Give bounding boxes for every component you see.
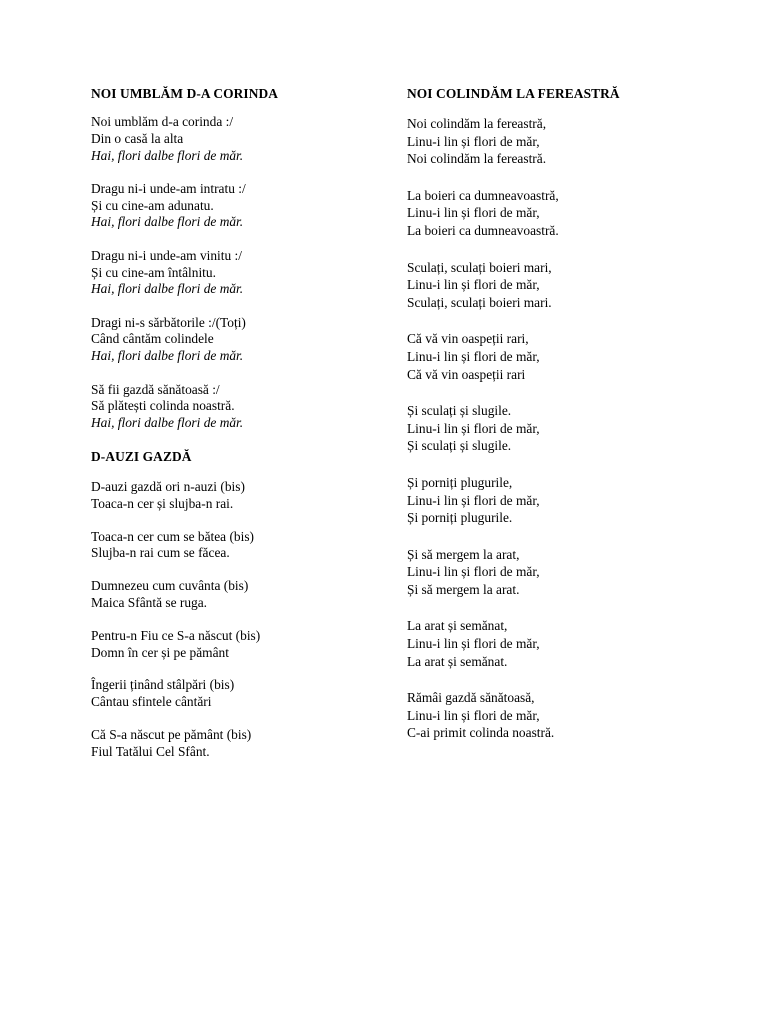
verse-line: Că S-a născut pe pământ (bis) xyxy=(91,726,252,742)
verse-line: Maica Sfântă se ruga. xyxy=(91,594,208,610)
verse-line: Și sculați și slugile. xyxy=(407,403,512,419)
refrain-line: Linu-i lin și flori de măr, xyxy=(407,564,540,580)
verse-line: Că vă vin oaspeții rari, xyxy=(407,331,529,347)
verse-line: Îngerii ținând stâlpări (bis) xyxy=(91,677,235,693)
verse-line: Noi umblăm d-a corinda :/ xyxy=(91,114,234,129)
stanza xyxy=(407,617,707,670)
stanza xyxy=(407,474,707,527)
stanza xyxy=(407,187,707,240)
right-column xyxy=(407,86,707,761)
stanza xyxy=(91,479,381,513)
verse-line: Dumnezeu cum cuvânta (bis) xyxy=(91,578,249,594)
refrain-line: Linu-i lin și flori de măr, xyxy=(407,636,540,652)
song-title: NOI UMBLĂM D-A CORINDA xyxy=(91,86,279,101)
verse-line: Dragu ni-i unde-am intratu :/ xyxy=(91,180,246,196)
refrain-line: Linu-i lin și flori de măr, xyxy=(407,277,540,293)
refrain-line: Linu-i lin și flori de măr, xyxy=(407,420,540,436)
refrain-line: Linu-i lin și flori de măr, xyxy=(407,133,540,149)
stanza xyxy=(91,578,381,612)
verse-line: Sculați, sculați boieri mari. xyxy=(407,294,552,310)
verse-line: Să plătești colinda noastră. xyxy=(91,398,235,414)
refrain-line: Hai, flori dalbe flori de măr. xyxy=(91,147,244,163)
verse-line: La arat și semănat. xyxy=(407,653,508,669)
refrain-line: Hai, flori dalbe flori de măr. xyxy=(91,415,244,431)
stanza xyxy=(91,248,381,298)
stanza xyxy=(407,259,707,312)
song-title: NOI COLINDĂM LA FEREASTRĂ xyxy=(407,86,620,101)
stanza xyxy=(91,677,381,711)
refrain-line: Hai, flori dalbe flori de măr. xyxy=(91,214,244,230)
stanza xyxy=(91,315,381,365)
stanza xyxy=(407,402,707,455)
stanza xyxy=(91,181,381,231)
verse-line: Și cu cine-am întâlnitu. xyxy=(91,264,216,280)
verse-line: Să fii gazdă sănătoasă :/ xyxy=(91,381,220,397)
stanza xyxy=(91,529,381,563)
refrain-line: Linu-i lin și flori de măr, xyxy=(407,707,540,723)
verse-line: Din o casă la alta xyxy=(91,130,184,146)
verse-line: Noi colindăm la fereastră. xyxy=(407,151,547,167)
refrain-line: Linu-i lin și flori de măr, xyxy=(407,492,540,508)
refrain-line: Linu-i lin și flori de măr, xyxy=(407,205,540,221)
verse-line: Și sculați și slugile. xyxy=(407,438,512,454)
verse-line: D-auzi gazdă ori n-auzi (bis) xyxy=(91,478,245,494)
verse-line: Dragi ni-s sărbătorile :/(Toți) xyxy=(91,314,246,330)
verse-line: Pentru-n Fiu ce S-a născut (bis) xyxy=(91,627,261,643)
song-noi-colindam xyxy=(407,86,707,742)
verse-line: Și porniți plugurile. xyxy=(407,510,513,526)
stanza xyxy=(91,382,381,432)
verse-line: Toaca-n cer și slujba-n rai. xyxy=(91,495,234,511)
verse-line: Când cântăm colindele xyxy=(91,331,214,347)
verse-line: La boieri ca dumneavoastră, xyxy=(407,187,559,203)
song-noi-umblam xyxy=(91,86,381,432)
verse-line: Fiul Tatălui Cel Sfânt. xyxy=(91,743,210,759)
stanza xyxy=(407,115,707,168)
stanza xyxy=(407,546,707,599)
stanza xyxy=(407,330,707,383)
verse-line: Domn în cer și pe pământ xyxy=(91,644,229,660)
verse-line: La boieri ca dumneavoastră. xyxy=(407,222,559,238)
refrain-line: Hai, flori dalbe flori de măr. xyxy=(91,281,244,297)
stanza xyxy=(407,689,707,742)
stanza xyxy=(91,727,381,761)
verse-line: La arat și semănat, xyxy=(407,618,508,634)
verse-line: Noi colindăm la fereastră, xyxy=(407,116,547,131)
verse-line: Și cu cine-am adunatu. xyxy=(91,197,214,213)
verse-line: Și să mergem la arat, xyxy=(407,546,520,562)
verse-line: Că vă vin oaspeții rari xyxy=(407,366,526,382)
verse-line: C-ai primit colinda noastră. xyxy=(407,725,555,741)
verse-line: Toaca-n cer cum se bătea (bis) xyxy=(91,528,255,544)
verse-line: Sculați, sculați boieri mari, xyxy=(407,259,552,275)
refrain-line: Hai, flori dalbe flori de măr. xyxy=(91,348,244,364)
song-title: D-AUZI GAZDĂ xyxy=(91,448,192,464)
verse-line: Cântau sfintele cântări xyxy=(91,694,212,710)
stanza xyxy=(91,114,381,164)
stanza xyxy=(91,628,381,662)
verse-line: Dragu ni-i unde-am vinitu :/ xyxy=(91,247,242,263)
left-column xyxy=(91,86,381,777)
song-d-auzi-gazda xyxy=(91,449,381,761)
verse-line: Slujba-n rai cum se făcea. xyxy=(91,545,230,561)
verse-line: Și să mergem la arat. xyxy=(407,581,520,597)
refrain-line: Linu-i lin și flori de măr, xyxy=(407,348,540,364)
verse-line: Rămâi gazdă sănătoasă, xyxy=(407,690,535,706)
verse-line: Și porniți plugurile, xyxy=(407,474,513,490)
